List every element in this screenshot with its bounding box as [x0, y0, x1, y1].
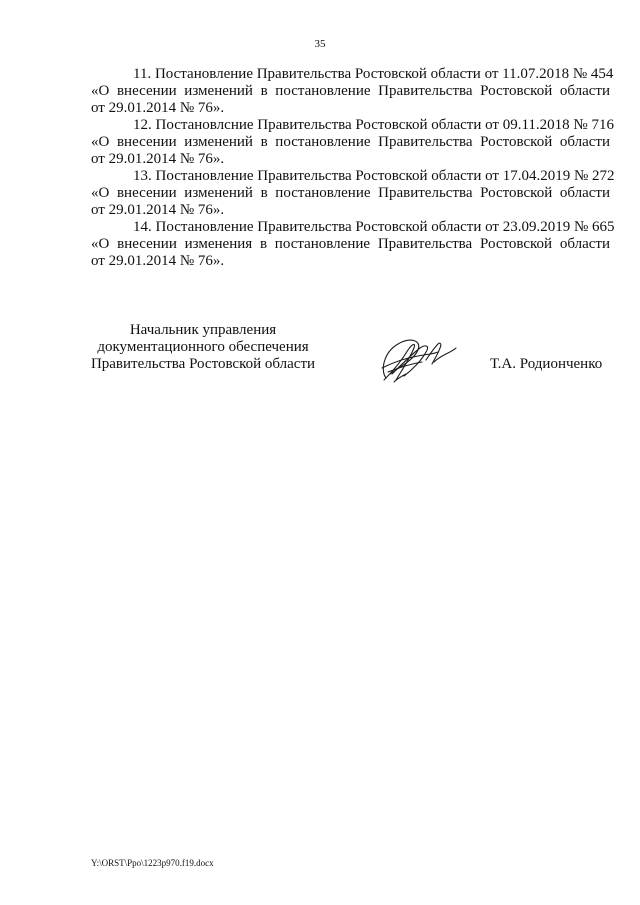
- list-item: [91, 117, 614, 168]
- item-line: 11. Постановление Правительства Ростовской области от 11.07.2018 № 454: [133, 66, 614, 82]
- item-line: от 29.01.2014 № 76».: [91, 151, 225, 167]
- item-line: 12. Постановлcние Правительства Ростовской области от 09.11.2018 № 716: [133, 117, 614, 133]
- document-body: [91, 66, 615, 270]
- item-line: от 29.01.2014 № 76».: [91, 202, 225, 218]
- list-item: [91, 219, 615, 270]
- item-line: «О внесении изменений в постановление Правительства Ростовской области: [91, 185, 610, 201]
- signer-name: Т.А. Родионченко: [490, 356, 603, 372]
- item-line: «О внесении изменения в постановление Правительства Ростовской области: [91, 236, 610, 252]
- item-line: 14. Постановление Правительства Ростовской области от 23.09.2019 № 665: [133, 219, 615, 235]
- signer-title-line: Начальник управления: [129, 322, 277, 338]
- item-line: от 29.01.2014 № 76».: [91, 100, 225, 116]
- signer-title-line: Правительства Ростовской области: [90, 356, 316, 372]
- handwritten-signature-icon: [372, 330, 458, 388]
- page-number: 35: [314, 38, 326, 50]
- signature-block: [0, 322, 640, 382]
- list-item: [91, 168, 615, 219]
- item-line: 13. Постановление Правительства Ростовской области от 17.04.2019 № 272: [133, 168, 615, 184]
- file-path-footer: Y:\ORST\Ppo\1223p970.f19.docx: [91, 858, 214, 868]
- list-item: [91, 66, 614, 117]
- item-line: от 29.01.2014 № 76».: [91, 253, 225, 269]
- item-line: «О внесении изменений в постановление Правительства Ростовской области: [91, 83, 610, 99]
- signer-title: [88, 322, 318, 373]
- signer-title-line: документационного обеспечения: [97, 339, 309, 355]
- item-line: «О внесении изменений в постановление Правительства Ростовской области: [91, 134, 610, 150]
